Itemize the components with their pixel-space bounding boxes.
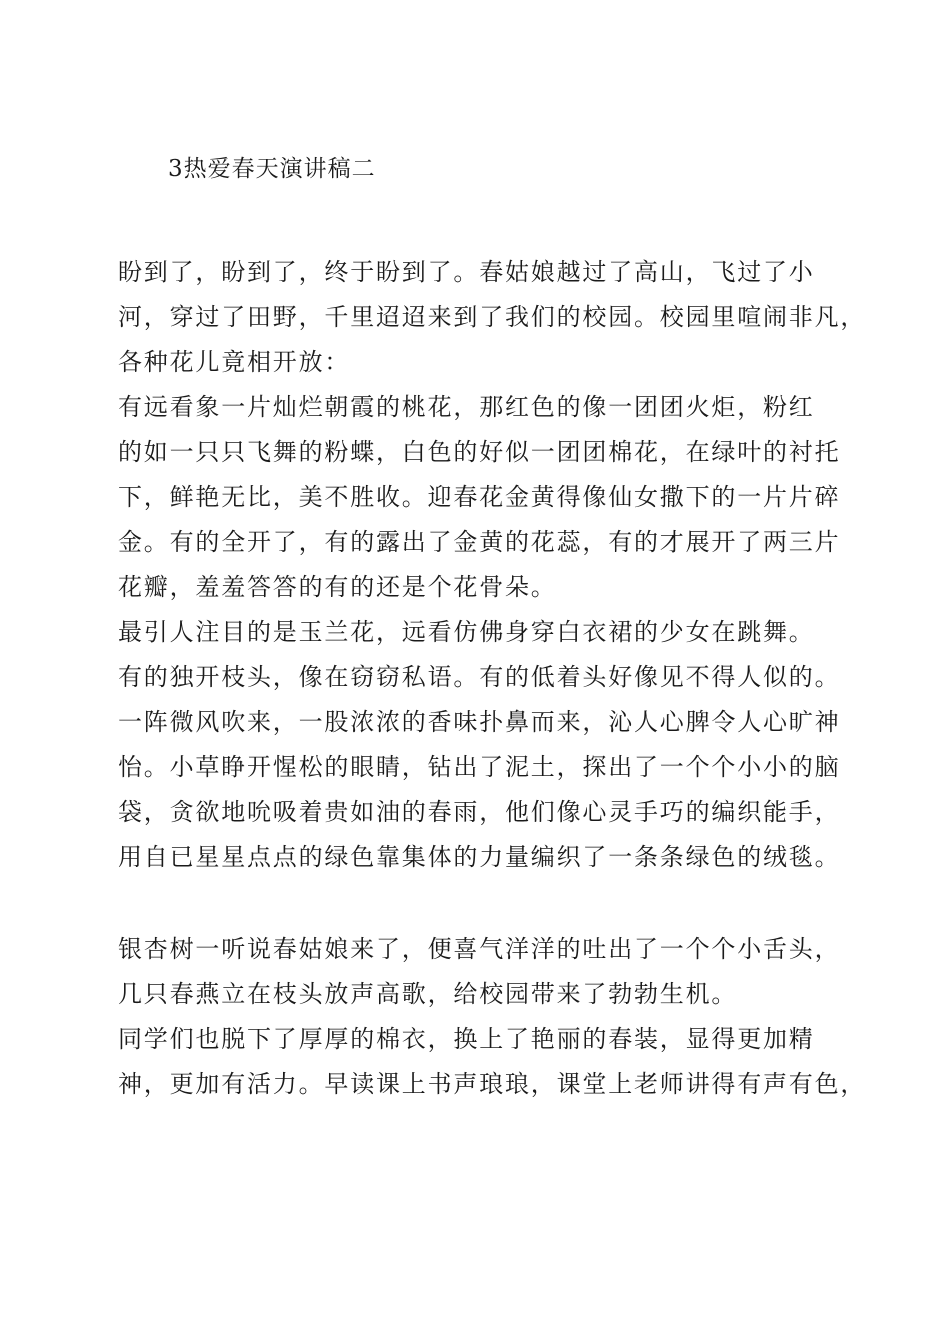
text-line: 神，更加有活力。早读课上书声琅琅，课堂上老师讲得有声有色， bbox=[118, 1070, 867, 1098]
paragraph-gap bbox=[118, 880, 858, 927]
document-body bbox=[118, 250, 867, 1107]
text-line: 的如一只只飞舞的粉蝶，白色的好似一团团棉花，在绿叶的衬托 bbox=[118, 438, 841, 466]
text-line: 同学们也脱下了厚厚的棉衣，换上了艳丽的春装，显得更加精 bbox=[118, 1025, 815, 1053]
text-line: 有远看象一片灿烂朝霞的桃花，那红色的像一团团火炬，粉红 bbox=[118, 393, 815, 421]
text-line: 有的独开枝头，像在窃窃私语。有的低着头好像见不得人似的。 bbox=[118, 663, 841, 691]
text-line: 下，鲜艳无比，美不胜收。迎春花金黄得像仙女撒下的一片片碎 bbox=[118, 483, 841, 511]
document-title: 3热爱春天演讲稿二 bbox=[168, 156, 376, 182]
text-line: 盼到了，盼到了，终于盼到了。春姑娘越过了高山，飞过了小 bbox=[118, 258, 815, 286]
text-line: 怡。小草睁开惺松的眼睛，钻出了泥土，探出了一个个小小的脑 bbox=[118, 753, 841, 781]
text-line: 河，穿过了田野，千里迢迢来到了我们的校园。校园里喧闹非凡， bbox=[118, 303, 867, 331]
text-line: 袋，贪欲地吮吸着贵如油的春雨，他们像心灵手巧的编织能手， bbox=[118, 798, 841, 826]
text-line: 最引人注目的是玉兰花，远看仿佛身穿白衣裙的少女在跳舞。 bbox=[118, 618, 815, 646]
text-line: 花瓣，羞羞答答的有的还是个花骨朵。 bbox=[118, 573, 557, 601]
text-line: 几只春燕立在枝头放声高歌，给校园带来了勃勃生机。 bbox=[118, 980, 738, 1008]
text-line: 金。有的全开了，有的露出了金黄的花蕊，有的才展开了两三片 bbox=[118, 528, 841, 556]
text-line: 一阵微风吹来，一股浓浓的香味扑鼻而来，沁人心脾令人心旷神 bbox=[118, 708, 841, 736]
text-line: 用自已星星点点的绿色靠集体的力量编织了一条条绿色的绒毯。 bbox=[118, 843, 841, 871]
text-line: 银杏树一听说春姑娘来了，便喜气洋洋的吐出了一个个小舌头， bbox=[118, 935, 841, 963]
text-line: 各种花儿竟相开放： bbox=[118, 348, 351, 376]
